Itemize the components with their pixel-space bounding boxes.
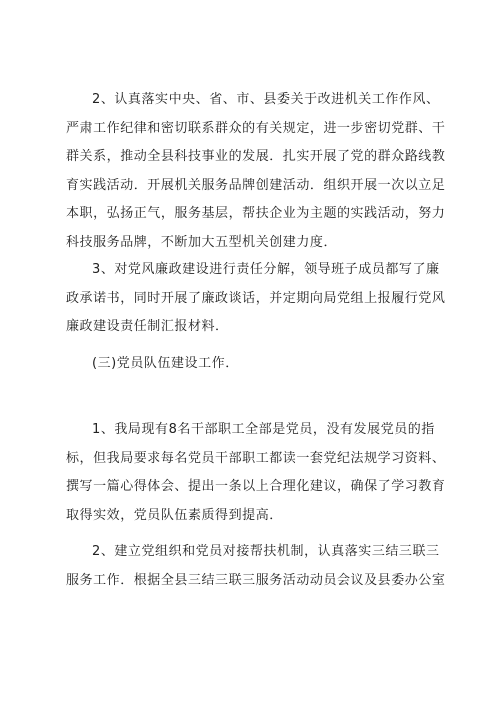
text-line: 群关系，推动全县科技事业的发展．扎实开展了党的群众路线教 (66, 149, 446, 164)
text-line: 取得实效，党员队伍素质得到提高． (66, 507, 283, 523)
paragraph-integrity-responsibility (66, 256, 446, 342)
text-line: 1、我局现有8名干部职工全部是党员，没有发展党员的指 (92, 422, 435, 437)
paragraph-assistance-mechanism (66, 538, 446, 595)
text-line: 3、对党风廉政建设进行责任分解，领导班子成员都写了廉 (92, 262, 440, 277)
text-line: 撰写一篇心得体会、提出一条以上合理化建议，确保了学习教育 (66, 479, 446, 494)
text-line: 标，但我局要求每名党员干部职工都读一套党纪法规学习资料、 (66, 450, 446, 466)
text-line: 廉政建设责任制汇报材料． (66, 319, 229, 334)
text-line: 科技服务品牌，不断加大五型机关创建力度． (66, 234, 338, 250)
section-heading-party-members (92, 350, 408, 379)
text-line: 2、认真落实中央、省、市、县委关于改进机关工作作风、 (92, 92, 440, 107)
paragraph-member-study (66, 416, 446, 530)
text-line: 育实践活动．开展机关服务品牌创建活动．组织开展一次以立足 (66, 177, 446, 193)
text-line: 服务工作．根据全县三结三联三服务活动动员会议及县委办公室 (66, 572, 446, 588)
text-line: 政承诺书，同时开展了廉政谈话，并定期向局党组上报履行党风 (66, 290, 446, 306)
text-line: (三)党员队伍建设工作． (92, 356, 239, 371)
text-line: 严肃工作纪律和密切联系群众的有关规定，进一步密切党群、干 (66, 120, 446, 136)
text-line: 本职，弘扬正气，服务基层，帮扶企业为主题的实践活动，努力 (66, 206, 446, 221)
paragraph-work-style (66, 86, 446, 257)
text-line: 2、建立党组织和党员对接帮扶机制，认真落实三结三联三 (92, 544, 440, 559)
